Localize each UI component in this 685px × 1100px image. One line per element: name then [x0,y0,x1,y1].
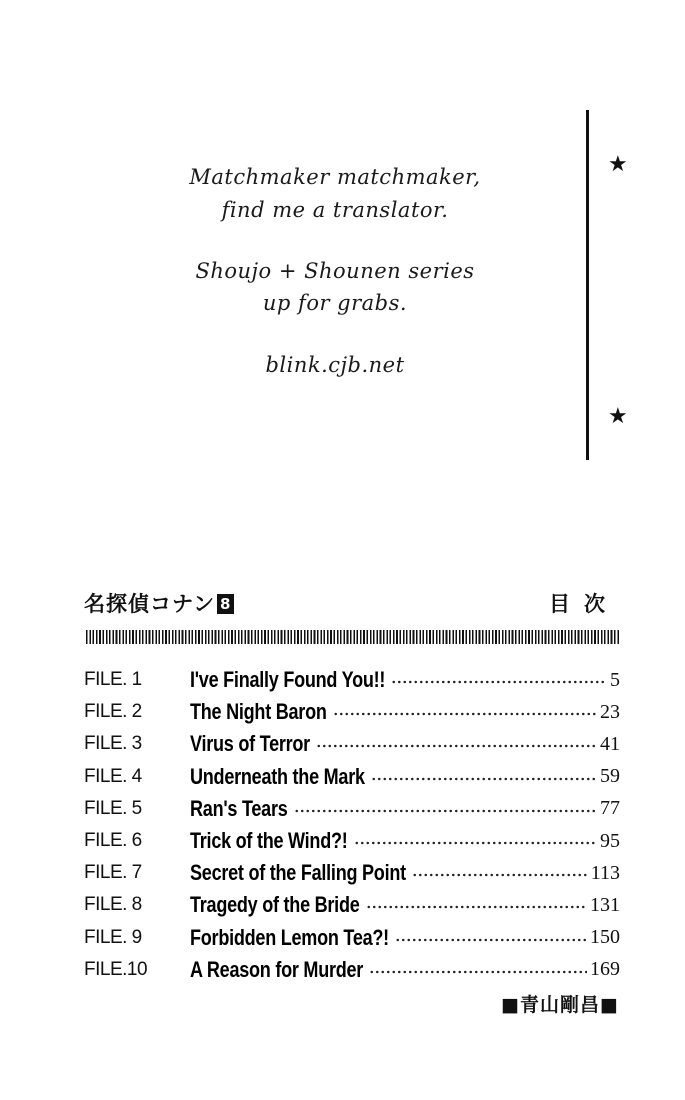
dot-leader [333,712,597,716]
toc-row [84,761,620,793]
toc-row [84,696,620,728]
dot-leader [354,841,597,845]
series-title-text: 名探偵コナン [84,592,215,616]
page-number: 77 [600,797,620,820]
chapter-title: Underneath the Mark [190,763,365,789]
chapter-title: Tragedy of the Bride [190,892,360,918]
chapter-title: The Night Baron [190,699,327,725]
page-number: 169 [590,958,620,981]
page-number: 131 [590,893,620,916]
note-line-3: Shoujo + Shounen series [195,259,475,283]
dot-leader [391,680,607,684]
page-number: 23 [600,700,620,723]
dot-leader [366,905,588,909]
author-name: ■青山剛昌■ [501,994,619,1016]
note-line-1: Matchmaker matchmaker, [189,165,481,189]
dot-leader [294,809,597,813]
vertical-divider [586,110,589,460]
dot-leader [395,938,587,942]
toc-row [84,728,620,760]
series-title [84,588,234,618]
toc-row [84,825,620,857]
star-icon: ★ [608,152,628,177]
chapter-title: Trick of the Wind?! [190,828,348,854]
file-number: FILE. 7 [84,862,142,884]
file-number: FILE.10 [84,958,148,980]
note-line-4: up for grabs. [262,291,408,315]
dot-leader [371,777,597,781]
toc-row [84,857,620,889]
page-number: 41 [600,732,620,755]
tick-rule [86,630,620,644]
note-url: blink.cjb.net [265,353,405,377]
chapter-title: A Reason for Murder [190,956,364,982]
toc-row [84,664,620,696]
toc-row [84,793,620,825]
note-line-2: find me a translator. [221,198,449,222]
file-number: FILE. 9 [84,926,142,948]
contents-label: 目次 [549,592,619,616]
file-number: FILE. 5 [84,797,142,819]
file-number: FILE. 6 [84,830,142,852]
dot-leader [369,970,587,974]
file-number: FILE. 2 [84,701,142,723]
toc-row [84,922,620,954]
toc-row [84,954,620,986]
page-number: 113 [590,861,620,884]
page-number: 59 [600,765,620,788]
file-number: FILE. 4 [84,765,142,787]
dot-leader [316,744,597,748]
toc-row [84,889,620,921]
chapter-title: Virus of Terror [190,731,310,757]
file-number: FILE. 1 [84,669,142,691]
file-number: FILE. 3 [84,733,142,755]
star-icon: ★ [608,404,628,429]
chapter-title: Forbidden Lemon Tea?! [190,924,389,950]
chapter-title: Ran's Tears [190,795,288,821]
volume-badge: 8 [217,594,234,614]
table-of-contents [84,664,620,986]
file-number: FILE. 8 [84,894,142,916]
dot-leader [412,873,588,877]
page-number: 150 [590,926,620,949]
chapter-title: Secret of the Falling Point [190,860,406,886]
page-number: 95 [600,829,620,852]
page-number: 5 [610,668,620,691]
chapter-title: I've Finally Found You!! [190,667,386,693]
